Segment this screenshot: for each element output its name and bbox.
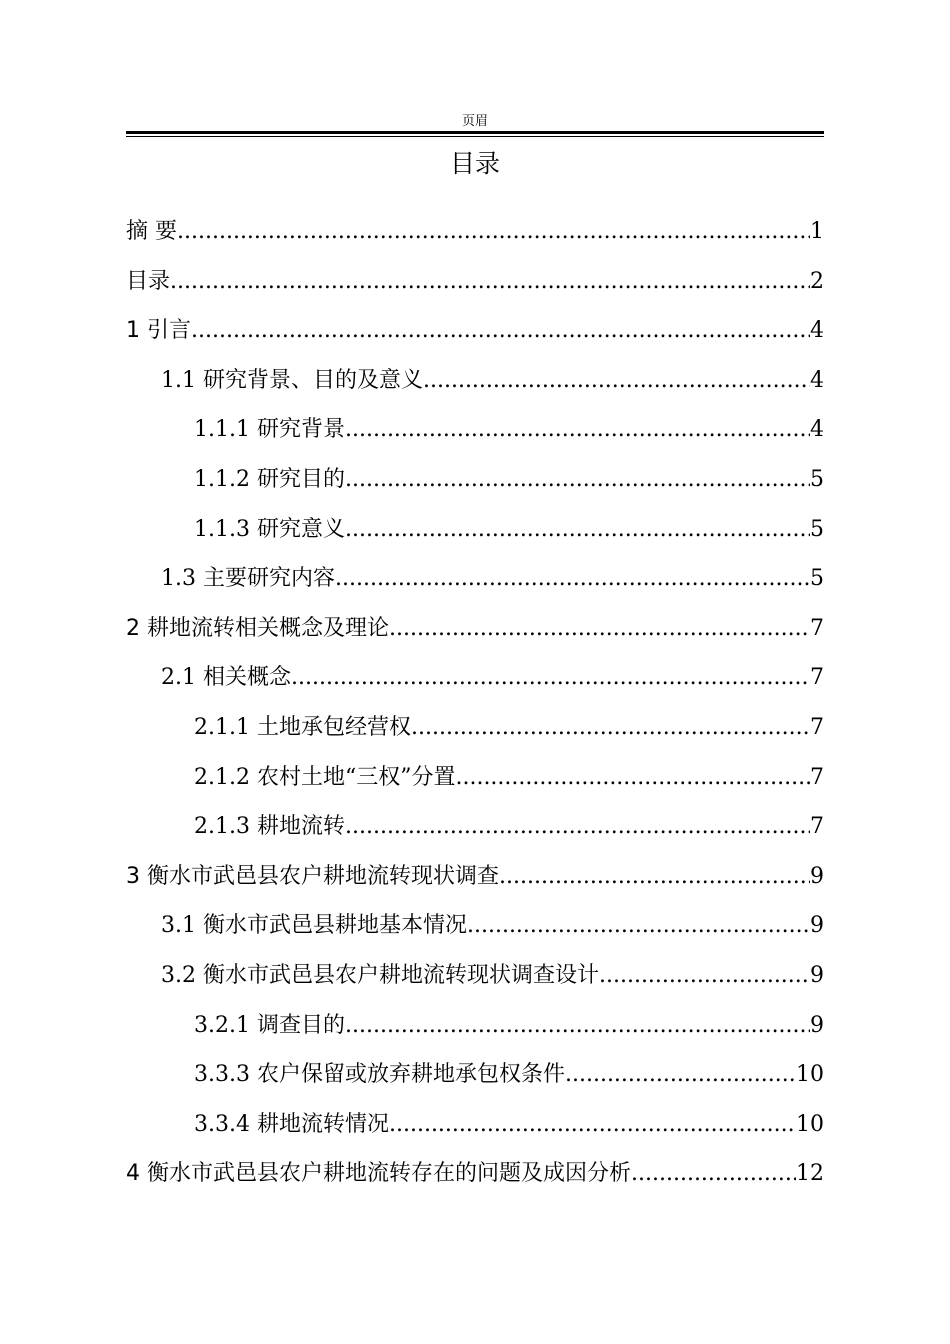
toc-entry-label: 2.1.3 耕地流转 <box>194 814 345 839</box>
toc-dot-leader <box>291 663 810 693</box>
toc-entry-label: 摘 要 <box>126 219 177 244</box>
toc-entry-page-number: 7 <box>810 665 824 690</box>
toc-entry-page-number: 7 <box>810 814 824 839</box>
toc-entry-page-number: 9 <box>810 1013 824 1038</box>
toc-entry[interactable] <box>161 663 824 693</box>
header-rule-thin <box>126 136 824 137</box>
toc-entry[interactable] <box>161 366 824 396</box>
toc-entry-page-number: 9 <box>810 963 824 988</box>
toc-entry-label: 2 耕地流转相关概念及理论 <box>126 616 389 641</box>
toc-entry[interactable] <box>194 1011 824 1041</box>
toc-dot-leader <box>499 862 810 892</box>
toc-dot-leader <box>389 614 810 644</box>
page-header: 页眉 <box>461 114 488 129</box>
toc-entry-label: 1.1.1 研究背景 <box>194 417 345 442</box>
toc-dot-leader <box>345 1011 810 1041</box>
toc-entry[interactable] <box>126 316 824 346</box>
toc-entry-page-number: 7 <box>810 715 824 740</box>
toc-entry-page-number: 2 <box>810 269 824 294</box>
toc-dot-leader <box>345 415 810 445</box>
header-rule-thick <box>126 131 824 134</box>
toc-entry-label: 4 衡水市武邑县农户耕地流转存在的问题及成因分析 <box>126 1161 631 1186</box>
toc-entry-label: 3.3.3 农户保留或放弃耕地承包权条件 <box>194 1062 565 1087</box>
toc-entry[interactable] <box>194 713 824 743</box>
toc-dot-leader <box>177 217 810 247</box>
toc-entry-label: 2.1.1 土地承包经营权 <box>194 715 411 740</box>
toc-entry[interactable] <box>194 1060 824 1090</box>
toc-entry[interactable] <box>194 415 824 445</box>
toc-entry-page-number: 10 <box>796 1062 824 1087</box>
toc-entry[interactable] <box>161 961 824 991</box>
toc-entry[interactable] <box>161 911 824 941</box>
toc-entry-label: 2.1 相关概念 <box>161 665 291 690</box>
toc-entry-label: 1.1.2 研究目的 <box>194 467 345 492</box>
toc-title: 目录 <box>449 149 500 178</box>
toc-entry[interactable] <box>126 217 824 247</box>
toc-entry-page-number: 10 <box>796 1112 824 1137</box>
toc-entry-label: 3.2 衡水市武邑县农户耕地流转现状调查设计 <box>161 963 599 988</box>
toc-entry-page-number: 4 <box>810 318 824 343</box>
toc-entry-label: 1 引言 <box>126 318 191 343</box>
toc-dot-leader <box>467 911 810 941</box>
toc-entry[interactable] <box>194 763 824 793</box>
toc-entry-label: 1.3 主要研究内容 <box>161 566 335 591</box>
toc-entry-page-number: 5 <box>810 566 824 591</box>
toc-entry-label: 目录 <box>126 269 171 294</box>
toc-entry-page-number: 1 <box>810 219 824 244</box>
toc-dot-leader <box>423 366 810 396</box>
toc-dot-leader <box>345 465 810 495</box>
toc-entry[interactable] <box>194 515 824 545</box>
toc-entry[interactable] <box>194 465 824 495</box>
toc-dot-leader <box>631 1159 796 1189</box>
toc-entry-label: 3.3.4 耕地流转情况 <box>194 1112 389 1137</box>
toc-entry-page-number: 4 <box>810 417 824 442</box>
toc-entry-label: 1.1 研究背景、目的及意义 <box>161 368 423 393</box>
toc-entry-label: 3 衡水市武邑县农户耕地流转现状调查 <box>126 864 499 889</box>
toc-dot-leader <box>345 812 810 842</box>
toc-dot-leader <box>191 316 810 346</box>
toc-entry[interactable] <box>126 862 824 892</box>
toc-entry-page-number: 9 <box>810 864 824 889</box>
toc-dot-leader <box>565 1060 796 1090</box>
toc-entry-page-number: 7 <box>810 765 824 790</box>
toc-entry-label: 2.1.2 农村土地“三权”分置 <box>194 765 456 790</box>
toc-dot-leader <box>455 763 810 793</box>
toc-entry-page-number: 5 <box>810 467 824 492</box>
toc-entry[interactable] <box>194 1110 824 1140</box>
toc-dot-leader <box>411 713 810 743</box>
toc-entry-page-number: 9 <box>810 913 824 938</box>
toc-entry-label: 3.1 衡水市武邑县耕地基本情况 <box>161 913 467 938</box>
toc-entry-label: 1.1.3 研究意义 <box>194 517 345 542</box>
toc-dot-leader <box>599 961 810 991</box>
toc-entry[interactable] <box>126 267 824 297</box>
toc-entry-page-number: 4 <box>810 368 824 393</box>
toc-entry[interactable] <box>126 614 824 644</box>
toc-entry-page-number: 12 <box>796 1161 824 1186</box>
toc-dot-leader <box>170 267 810 297</box>
toc-entry-label: 3.2.1 调查目的 <box>194 1013 345 1038</box>
toc-dot-leader <box>345 515 810 545</box>
toc-entry-page-number: 7 <box>810 616 824 641</box>
toc-dot-leader <box>389 1110 796 1140</box>
toc-entry[interactable] <box>126 1159 824 1189</box>
toc-entry[interactable] <box>161 564 824 594</box>
toc-entry[interactable] <box>194 812 824 842</box>
toc-entry-page-number: 5 <box>810 517 824 542</box>
toc-dot-leader <box>335 564 810 594</box>
